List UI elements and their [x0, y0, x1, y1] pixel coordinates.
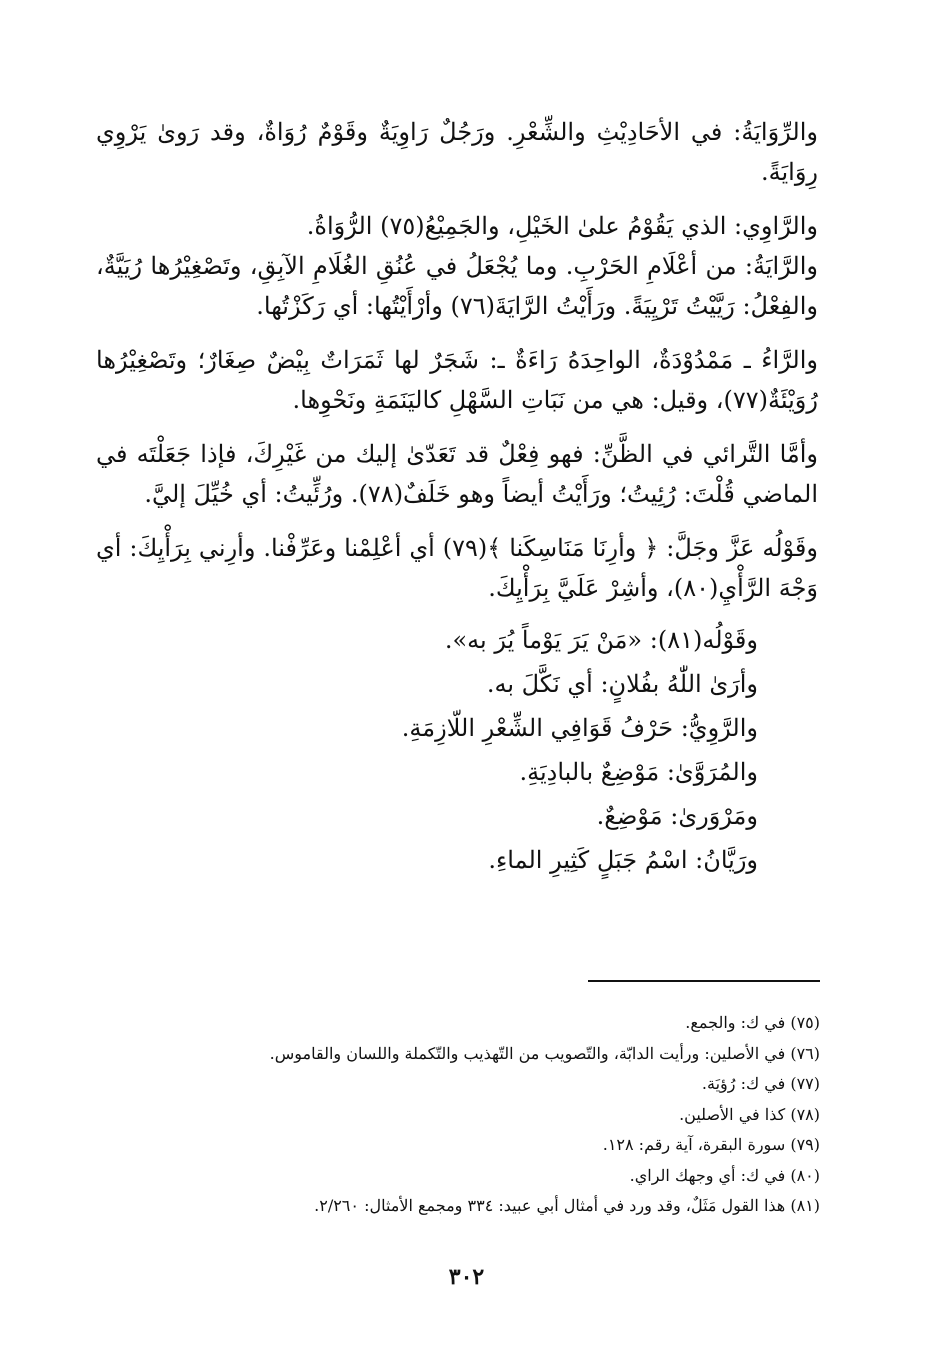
entry-line: ورَيَّانُ: اسْمُ جَبَلٍ كَثِيرِ الماءِ.: [488, 846, 758, 874]
entry-line: والرَّوِيُّ: حَرْفُ قَوَافِي الشِّعْرِ اللّازِمَةِ.: [401, 714, 758, 742]
footnote-79: (٧٩) سورة البقرة، آية رقم: ١٢٨.: [602, 1135, 820, 1154]
paragraph-rawi: والرَّاوِي: الذي يَقُوْمُ علىٰ الخَيْلِ، والجَمِيْعُ(٧٥) الرُّوَاةُ.: [306, 212, 818, 240]
entry-line: وقَوْلُه(٨١): «مَنْ يَرَ يَوْماً يُرَ به».: [444, 626, 758, 654]
paragraph-arina: وقَوْلُه عَزَّ وجَلَّ: ﴿ وأرِنَا مَنَاسِكَنا ﴾(٧٩) أي أعْلِمْنا وعَرِّفْنا. وأرِني بِرَأْيِكَ: أي وَجْهَ الرَّأْيِ(٨٠)، وأشِرْ عَلَيَّ بِرَأْيِكَ.: [96, 534, 818, 602]
entry-line: وأرَىٰ اللّٰهُ بفُلانٍ: أي نَكَّلَ به.: [486, 670, 758, 698]
paragraph-taraai: وأمَّا التَّرائي في الظَّنِّ: فهو فِعْلٌ قد تَعَدّىٰ إليك من غَيْرِكَ، فإذا جَعَلْتَه في الماضي قُلْتَ: رُئِيتُ؛ ورَأَيْتُ أيضاً وهو خَلَفٌ(٧٨). ورُئِّيتُ: أي خُيِّلَ إليَّ.: [96, 440, 818, 508]
paragraph-raya: والرَّايَةُ: من أعْلَامِ الحَرْبِ. وما يُجْعَلُ في عُنُقِ الغُلَامِ الآبِقِ، وتَصْغِيْرُها رُيَيَّةٌ، والفِعْلُ: رَيَّيْتُ تَرْيِيَةً. ورَأَيْتُ الرَّايَةَ(٧٦) وأرْأَيْتُها: أي رَكَزْتُها.: [96, 252, 818, 320]
short-entries: [96, 618, 818, 882]
footnotes: [200, 1008, 820, 1222]
footnote-78: (٧٨) كذا في الأصلين.: [679, 1104, 820, 1124]
footnote-80: (٨٠) في ك: أي وجهك الراي.: [629, 1165, 820, 1185]
entry-line: ومَرْوَرىٰ: مَوْضِعٌ.: [596, 802, 758, 830]
paragraph-raa: والرَّاءُ ـ مَمْدُوْدَةٌ، الواحِدَهُ رَاءَةٌ ـ: شَجَرٌ لها ثَمَرَاتٌ بِيْضٌ صِغَارٌ؛ وتَصْغِيْرُها رُوَيْئَةٌ(٧٧)، وقيل: هي من نَبَاتِ السَّهْلِ كاليَنَمَةِ ونَحْوِها.: [96, 346, 818, 414]
page-number: ٣٠٢: [448, 1264, 485, 1290]
footnote-77: (٧٧) في ك: رُؤيَة.: [701, 1074, 820, 1093]
paragraph-riwaya: والرِّوَايَةُ: في الأحَادِيْثِ والشِّعْرِ. ورَجُلٌ رَاوِيَةٌ وقَوْمٌ رُوَاةٌ، وقد رَوىٰ يَرْوِي رِوَايَةً.: [96, 118, 818, 186]
footnote-76: (٧٦) في الأصلين: ورأيت الدابّة، والتّصويب من التّهذيب والتّكملة واللسان والقاموس.: [269, 1043, 820, 1063]
footnote-75: (٧٥) في ك: والجمع.: [685, 1013, 820, 1032]
entry-line: والمُرَوَّىٰ: مَوْضِعٌ بالبادِيَةِ.: [519, 758, 758, 786]
main-text: [96, 112, 818, 882]
footnote-81: (٨١) هذا القول مَثَلٌ، وقد ورد في أمثال أبي عبيد: ٣٣٤ ومجمع الأمثال: ٢/٢٦٠.: [314, 1196, 820, 1215]
footnote-divider: [588, 980, 820, 982]
